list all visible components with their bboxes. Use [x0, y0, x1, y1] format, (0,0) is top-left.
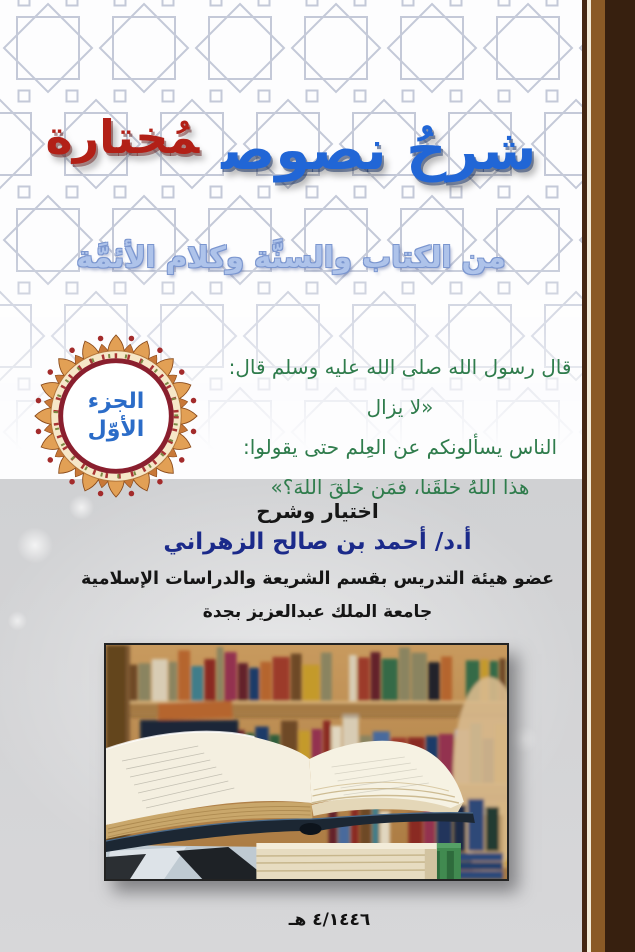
library-photo	[104, 643, 509, 881]
hadith-line-1: قال رسول الله صلى الله عليه وسلم قال: «لا يزال	[228, 355, 572, 419]
volume-badge-line1: الجزء	[87, 389, 145, 414]
author-name: أ.د/ أحمد بن صالح الزهراني	[163, 529, 472, 555]
foreground-open-book	[106, 732, 475, 879]
book-title	[0, 110, 582, 183]
affiliation-line-1: عضو هيئة التدريس بقسم الشريعة والدراسات الإسلامية	[80, 569, 555, 589]
right-border-stripes	[582, 0, 635, 952]
book-stack	[256, 843, 436, 879]
affiliation-line-2: جامعة الملك عبدالعزيز بجدة	[202, 602, 433, 622]
title-part-red: مُختارة	[45, 110, 200, 164]
volume-badge-line2: الأوّل	[87, 417, 145, 442]
hadith-quote	[225, 347, 575, 507]
byline: اختيار وشرح	[256, 499, 379, 523]
hadith-line-3: هذا اللهُ خلقَنا، فمَن خلقَ اللهَ؟»	[270, 475, 530, 499]
hijri-date: ٤/١٤٤٦ هـ	[288, 910, 371, 930]
volume-one-medallion	[32, 332, 200, 500]
title-part-blue: شرحُ نصوص	[221, 118, 537, 183]
book-subtitle: من الكتاب والسنَّة وكلام الأئمَّة	[76, 240, 506, 274]
hadith-line-2: الناس يسألونكم عن العِلم حتى يقولوا:	[242, 435, 558, 459]
